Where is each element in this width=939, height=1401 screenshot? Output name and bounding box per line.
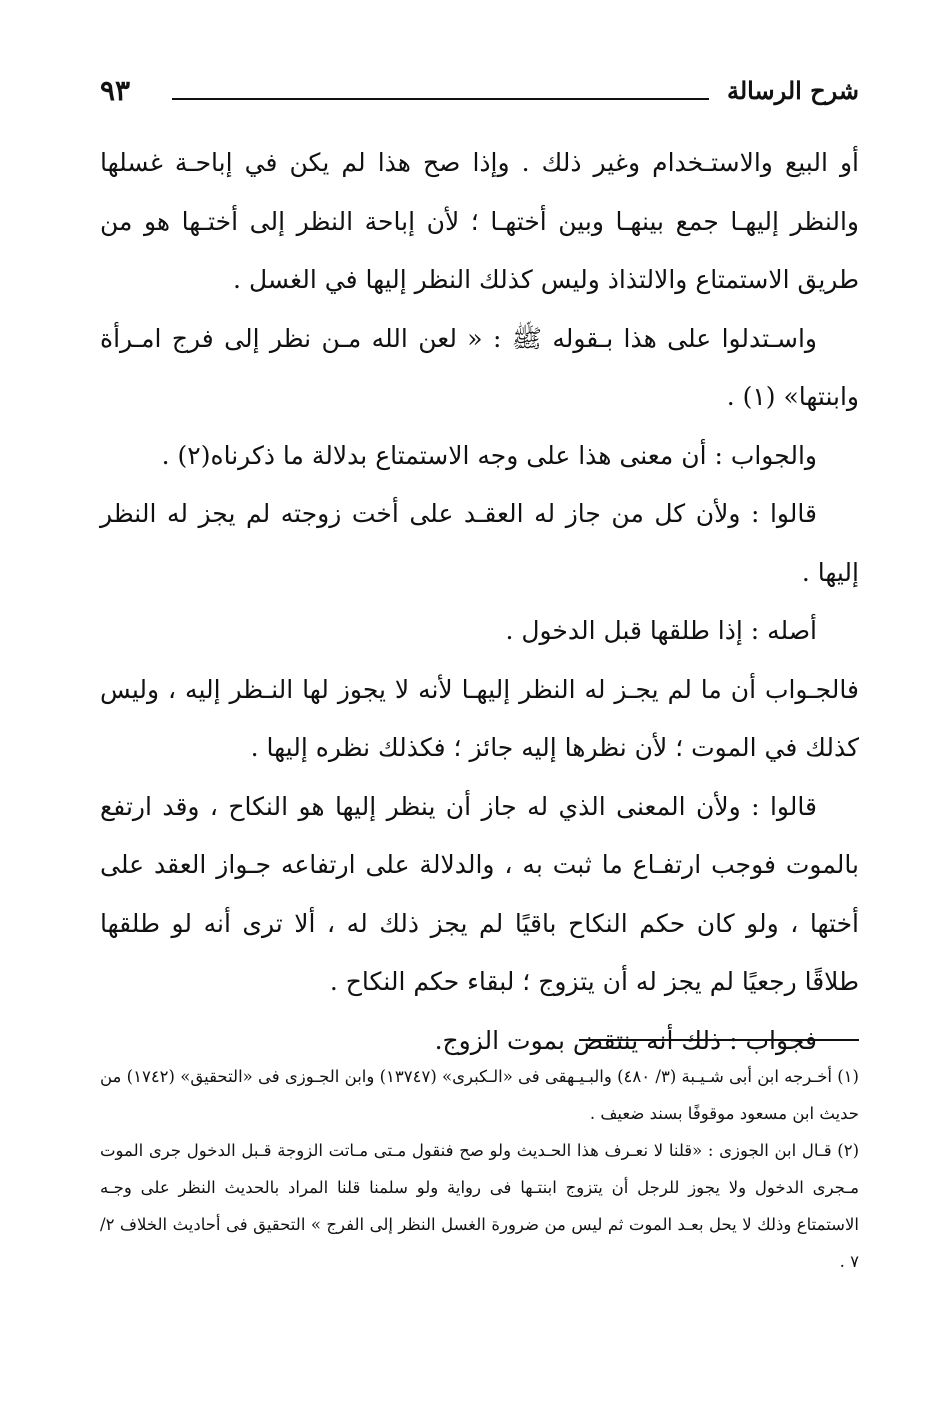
paragraph: واسـتدلوا على هذا بـقوله ﷺ : « لعن الله مـن نظر إلى فرج امـرأة وابنتها» (١) . bbox=[100, 323, 859, 411]
page-number: ٩٣ bbox=[100, 74, 131, 107]
running-header bbox=[100, 76, 859, 116]
running-title: شرح الرسالة bbox=[726, 76, 859, 105]
main-text bbox=[100, 134, 859, 1070]
paragraph: فالجـواب أن ما لم يجـز له النظر إليهـا لأنه لا يجوز لها النـظر إليه ، وليس كذلك في الموت ؛ لأن نظرها إليه جائز ؛ فكذلك نظره إليها . bbox=[100, 674, 859, 762]
paragraph: قالوا : ولأن المعنى الذي له جاز أن ينظر إليها هو النكاح ، وقد ارتفع بالموت فوجب ارتفـاع ما ثبت به ، والدلالة على ارتفاعه جـواز العقد على أختها ، ولو كان حكم النكاح باقيًا لم يجز ذلك له ، ألا ترى أنه لو طلقها طلاقًا رجعيًا لم يجز له أن يتزوج ؛ لبقاء حكم النكاح . bbox=[100, 791, 859, 996]
paragraph: أصله : إذا طلقها قبل الدخول . bbox=[505, 616, 817, 645]
footnote-2: (٢) قـال ابن الجوزى : «قلنا لا نعـرف هذا الحـديث ولو صح فنقول مـتى مـاتت الزوجة قـبل الدخول جرى الموت مـجرى الدخول ولا يجوز للرجل أن يتزوج ابنتـها فى رواية ولو سلمنا قلنا المراد بالحديث النظر على وجـه الاستمتاع وذلك لا يحل بعـد الموت ثم ليس من ضرورة الغسل النظر إلى الفرج » التحقيق فى أحاديث الخلاف ٢/ ٧ . bbox=[100, 1141, 859, 1271]
header-rule bbox=[172, 98, 709, 100]
paragraph: قالوا : ولأن كل من جاز له العقـد على أخت زوجته لم يجز له النظر إليها . bbox=[100, 499, 859, 587]
footnotes bbox=[100, 1058, 859, 1280]
footnote-separator bbox=[579, 1039, 859, 1041]
paragraph: أو البيع والاستـخدام وغير ذلك . وإذا صح هذا لم يكن في إباحـة غسلها والنظر إليهـا جمع بينهـا وبين أختهـا ؛ لأن إباحة النظر إلى أختـها هو من طريق الاستمتاع والالتذاذ وليس كذلك النظر إليها في الغسل . bbox=[100, 148, 859, 294]
paragraph: فجواب : ذلك أنه ينتقض بموت الزوج. bbox=[434, 1025, 817, 1055]
footnote-1: (١) أخـرجه ابن أبى شـيـبة (٣/ ٤٨٠) والبـيـهقى فى «الـكبرى» (١٣٧٤٧) وابن الجـوزى فى «التحقيق» (١٧٤٢) من حديث ابن مسعود موقوفًا بسند ضعيف . bbox=[100, 1067, 859, 1123]
paragraph: والجواب : أن معنى هذا على وجه الاستمتاع بدلالة ما ذكرناه(٢) . bbox=[161, 440, 817, 470]
